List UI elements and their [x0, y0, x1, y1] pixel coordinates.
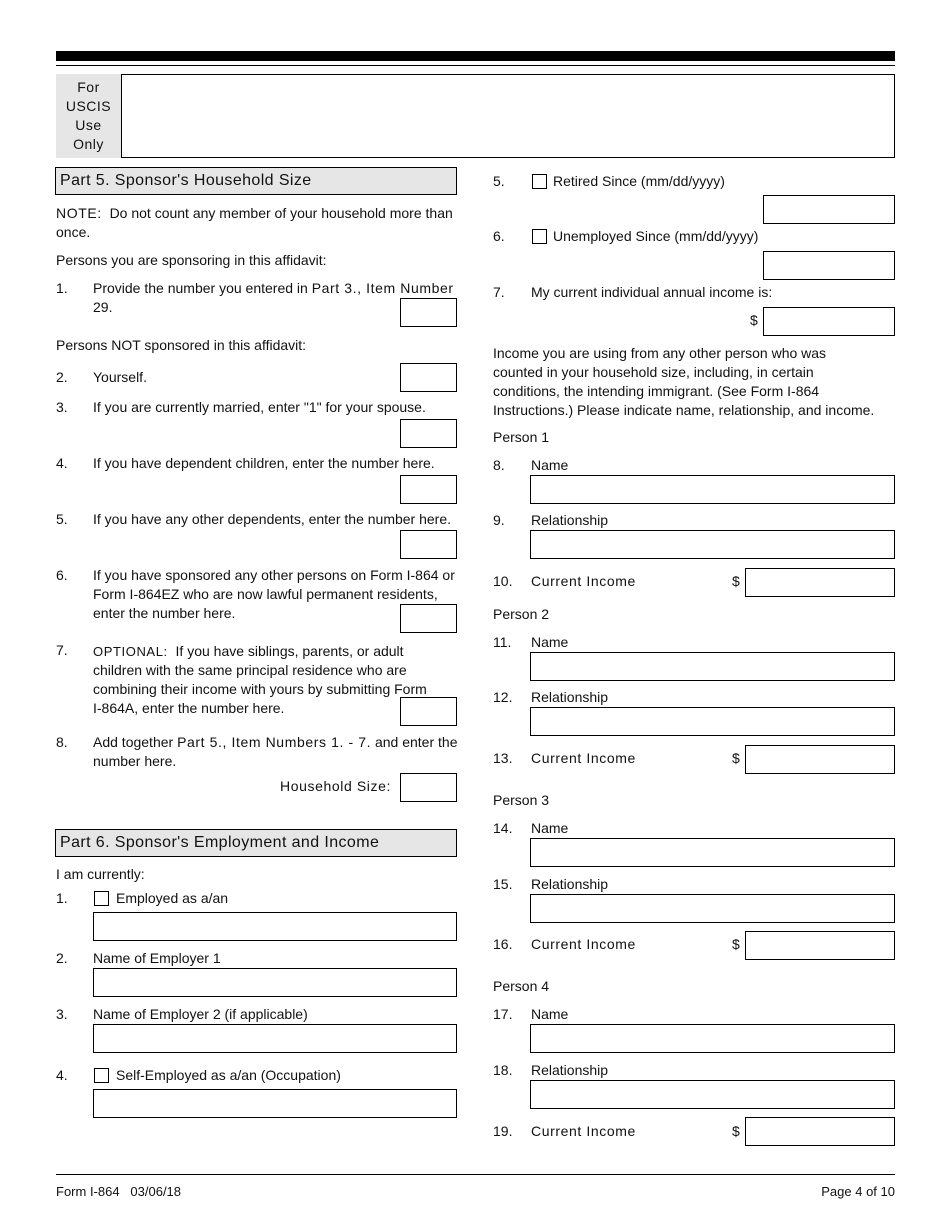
p5-item3-text: If you are currently married, enter "1" for your spouse.	[93, 399, 426, 415]
person2-name-label: Name	[531, 634, 569, 650]
uscis-use-label: For USCIS Use Only	[56, 74, 122, 158]
person3-income-label: Current Income	[531, 936, 636, 952]
p5-item8-number: 8.	[56, 734, 68, 750]
person3-name-input[interactable]	[530, 838, 895, 867]
footer-page-number: Page 4 of 10	[821, 1184, 895, 1199]
not-sponsored-heading: Persons NOT sponsored in this affidavit:	[56, 337, 307, 353]
p6-item7-number: 7.	[493, 284, 505, 300]
person2-income-number: 13.	[493, 750, 513, 766]
p5-item2-input[interactable]	[400, 363, 457, 392]
p5-item5-number: 5.	[56, 511, 68, 527]
person2-income-input[interactable]	[745, 745, 895, 774]
p5-item1-text: Provide the number you entered in Part 3., Item Number 29.	[93, 280, 454, 315]
person1-income-label: Current Income	[531, 573, 636, 589]
unemployed-date-input[interactable]	[763, 251, 895, 280]
person4-rel-label: Relationship	[531, 1062, 609, 1078]
person4-rel-number: 18.	[493, 1062, 513, 1078]
footer-form-id: Form I-864 03/06/18	[56, 1184, 182, 1199]
p6-item4-number: 4.	[56, 1067, 68, 1083]
p5-item3-number: 3.	[56, 399, 68, 415]
retired-checkbox[interactable]	[532, 174, 547, 189]
person3-rel-number: 15.	[493, 876, 513, 892]
person4-name-input[interactable]	[530, 1024, 895, 1053]
p5-item4-text: If you have dependent children, enter the number here.	[93, 455, 435, 471]
p5-item6-number: 6.	[56, 567, 68, 583]
person2-heading: Person 2	[493, 606, 550, 622]
person4-income-input[interactable]	[745, 1117, 895, 1146]
household-size-label: Household Size:	[280, 778, 391, 794]
p5-item5-text: If you have any other dependents, enter the number here.	[93, 511, 452, 527]
p6-item2-number: 2.	[56, 950, 68, 966]
footer-rule	[56, 1174, 895, 1175]
p6-item7-text: My current individual annual income is:	[531, 284, 773, 300]
person3-rel-label: Relationship	[531, 876, 609, 892]
person1-rel-label: Relationship	[531, 512, 609, 528]
person3-heading: Person 3	[493, 792, 550, 808]
optional-label: OPTIONAL:	[93, 644, 168, 659]
p5-item3-input[interactable]	[400, 419, 457, 448]
p5-item6-text: If you have sponsored any other persons on Form I-864 or Form I-864EZ who are now lawful permanent residents, enter the number here.	[93, 567, 455, 621]
p5-item8-text: Add together Part 5., Item Numbers 1. - 7. and enter the number here.	[93, 734, 458, 769]
annual-income-dollar: $	[750, 312, 758, 328]
p5-item4-input[interactable]	[400, 475, 457, 504]
person2-name-number: 11.	[493, 634, 512, 650]
sponsoring-heading: Persons you are sponsoring in this affidavit:	[56, 252, 327, 268]
person4-income-dollar: $	[732, 1123, 740, 1139]
annual-income-input[interactable]	[763, 307, 895, 336]
employer2-input[interactable]	[93, 1024, 457, 1053]
p5-item7-input[interactable]	[400, 697, 457, 726]
person3-income-input[interactable]	[745, 931, 895, 960]
p5-item4-number: 4.	[56, 455, 68, 471]
p6-item2-text: Name of Employer 1	[93, 950, 221, 966]
person4-income-number: 19.	[493, 1123, 513, 1139]
person4-name-label: Name	[531, 1006, 569, 1022]
person1-name-input[interactable]	[530, 475, 895, 504]
person3-name-number: 14.	[493, 820, 513, 836]
income-note: Income you are using from any other person who was counted in your household size, including, in certain conditions, the intending immigrant. (See Form I-864 Instructions.) Please indicate name, relationship, and income.	[493, 345, 875, 418]
p5-item1-number: 1.	[56, 280, 68, 296]
person2-relationship-input[interactable]	[530, 707, 895, 736]
p6-item4-text: Self-Employed as a/an (Occupation)	[116, 1067, 341, 1083]
employed-occupation-input[interactable]	[93, 912, 457, 941]
note-text: Do not count any member of your household more than once.	[56, 205, 453, 240]
person1-name-number: 8.	[493, 457, 505, 473]
person2-rel-label: Relationship	[531, 689, 609, 705]
p5-item1-input[interactable]	[400, 298, 457, 327]
person2-rel-number: 12.	[493, 689, 513, 705]
p6-item5-number: 5.	[493, 173, 505, 189]
uscis-use-box	[56, 74, 895, 158]
p6-item6-text: Unemployed Since (mm/dd/yyyy)	[553, 228, 759, 244]
p6-item3-number: 3.	[56, 1006, 68, 1022]
p5-item2-number: 2.	[56, 369, 68, 385]
p6-item5-text: Retired Since (mm/dd/yyyy)	[553, 173, 725, 189]
retired-date-input[interactable]	[763, 195, 895, 224]
self-employed-checkbox[interactable]	[94, 1068, 109, 1083]
household-size-input[interactable]	[400, 773, 457, 802]
person4-relationship-input[interactable]	[530, 1080, 895, 1109]
person1-relationship-input[interactable]	[530, 530, 895, 559]
person1-heading: Person 1	[493, 429, 550, 445]
p5-item6-input[interactable]	[400, 604, 457, 633]
person4-name-number: 17.	[493, 1006, 513, 1022]
top-rule-thin	[56, 65, 895, 66]
person1-income-number: 10.	[493, 573, 513, 589]
p5-item7-text: OPTIONAL: If you have siblings, parents, or adult children with the same principal residence who are combining their income with yours by submitting Form I-864A, enter the number here.	[93, 643, 427, 716]
employed-checkbox[interactable]	[94, 891, 109, 906]
person1-income-dollar: $	[732, 573, 740, 589]
person3-income-dollar: $	[732, 936, 740, 952]
person2-income-label: Current Income	[531, 750, 636, 766]
person1-rel-number: 9.	[493, 512, 505, 528]
p5-item2-text: Yourself.	[93, 369, 147, 385]
note-label: NOTE:	[56, 205, 102, 221]
person3-name-label: Name	[531, 820, 569, 836]
p6-item1-number: 1.	[56, 890, 68, 906]
self-employed-occupation-input[interactable]	[93, 1089, 457, 1118]
part5-title: Part 5. Sponsor's Household Size	[55, 167, 457, 195]
person4-income-label: Current Income	[531, 1123, 636, 1139]
p5-item7-number: 7.	[56, 642, 68, 658]
p5-item5-input[interactable]	[400, 530, 457, 559]
part6-intro: I am currently:	[56, 866, 145, 882]
part5-note	[56, 204, 456, 242]
person3-income-number: 16.	[493, 936, 513, 952]
employer1-input[interactable]	[93, 968, 457, 997]
unemployed-checkbox[interactable]	[532, 229, 547, 244]
p6-item3-text: Name of Employer 2 (if applicable)	[93, 1006, 308, 1022]
person4-heading: Person 4	[493, 978, 550, 994]
p6-item6-number: 6.	[493, 228, 505, 244]
person2-income-dollar: $	[732, 750, 740, 766]
person1-income-input[interactable]	[745, 568, 895, 597]
part6-title: Part 6. Sponsor's Employment and Income	[55, 829, 457, 857]
person2-name-input[interactable]	[530, 652, 895, 681]
p6-item1-text: Employed as a/an	[116, 890, 229, 906]
top-rule-thick	[56, 51, 895, 61]
person1-name-label: Name	[531, 457, 569, 473]
person3-relationship-input[interactable]	[530, 894, 895, 923]
